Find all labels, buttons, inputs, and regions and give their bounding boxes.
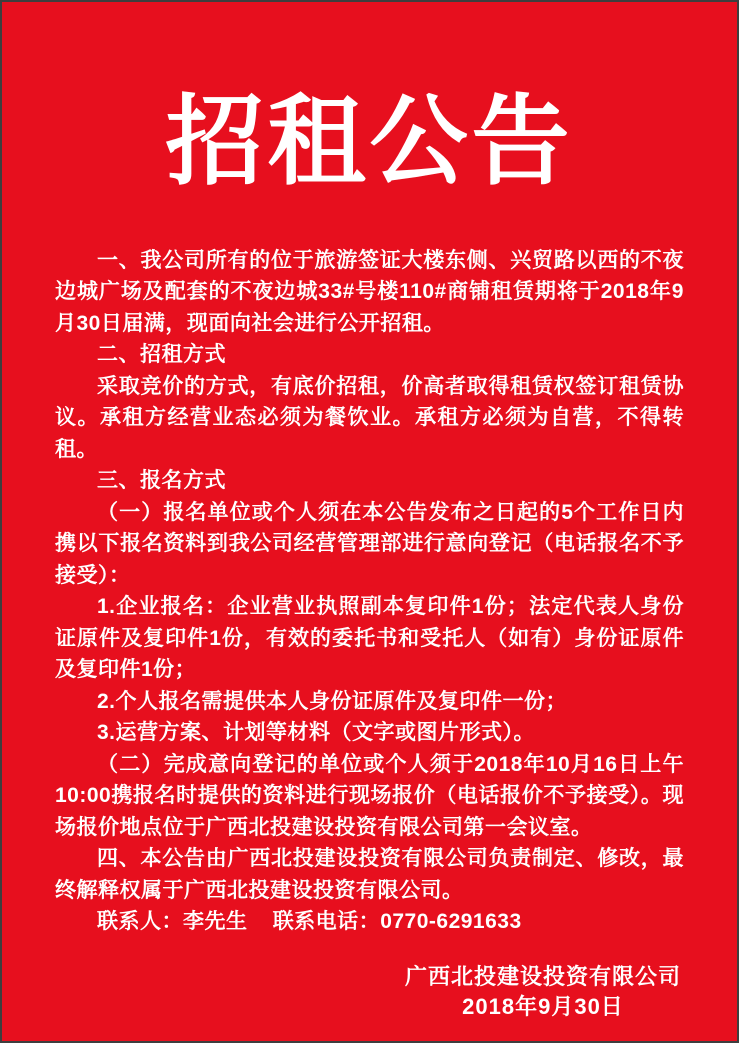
paragraph-company-registration: 1.企业报名：企业营业执照副本复印件1份；法定代表人身份证原件及复印件1份，有效的委托书和受托人（如有）身份证原件及复印件1份； <box>55 595 684 682</box>
paragraph-intro: 一、我公司所有的位于旅游签证大楼东侧、兴贸路以西的不夜边城广场及配套的不夜边城33#号楼110#商铺租赁期将于2018年9月30日届满，现面向社会进行公开招租。 <box>55 248 684 335</box>
announcement-body <box>55 245 684 938</box>
page-title: 招租公告 <box>165 84 574 199</box>
signature-company: 广西北投建设投资有限公司 <box>404 963 681 989</box>
paragraph-interpretation-rights: 四、本公告由广西北投建设投资有限公司负责制定、修改，最终解释权属于广西北投建设投资有限公司。 <box>55 847 684 902</box>
signature-block <box>405 962 681 1022</box>
section-heading-rental-method: 二、招租方式 <box>97 343 226 367</box>
signature-date: 2018年9月30日 <box>462 993 624 1019</box>
contact-person-name: 李先生 <box>183 910 248 934</box>
paragraph-operation-plan: 3.运营方案、计划等材料（文字或图片形式）。 <box>97 721 536 745</box>
paragraph-registration-intro: （一）报名单位或个人须在本公告发布之日起的5个工作日内携以下报名资料到我公司经营管理部进行意向登记（电话报名不予接受）： <box>55 500 684 587</box>
contact-line <box>55 906 684 938</box>
paragraph-individual-registration: 2.个人报名需提供本人身份证原件及复印件一份； <box>97 689 568 713</box>
paragraph-rental-method: 采取竞价的方式，有底价招租，价高者取得租赁权签订租赁协议。承租方经营业态必须为餐饮业。承租方必须为自营，不得转租。 <box>55 374 684 461</box>
contact-phone-number: 0770-6291633 <box>380 910 522 934</box>
paragraph-onsite-bidding: （二）完成意向登记的单位或个人须于2018年10月16日上午10:00携报名时提供的资料进行现场报价（电话报价不予接受）。现场报价地点位于广西北投建设投资有限公司第一会议室。 <box>55 752 684 839</box>
contact-phone-label: 联系电话： <box>272 910 381 934</box>
section-heading-registration-method: 三、报名方式 <box>97 469 226 493</box>
contact-person-label: 联系人： <box>97 910 183 934</box>
